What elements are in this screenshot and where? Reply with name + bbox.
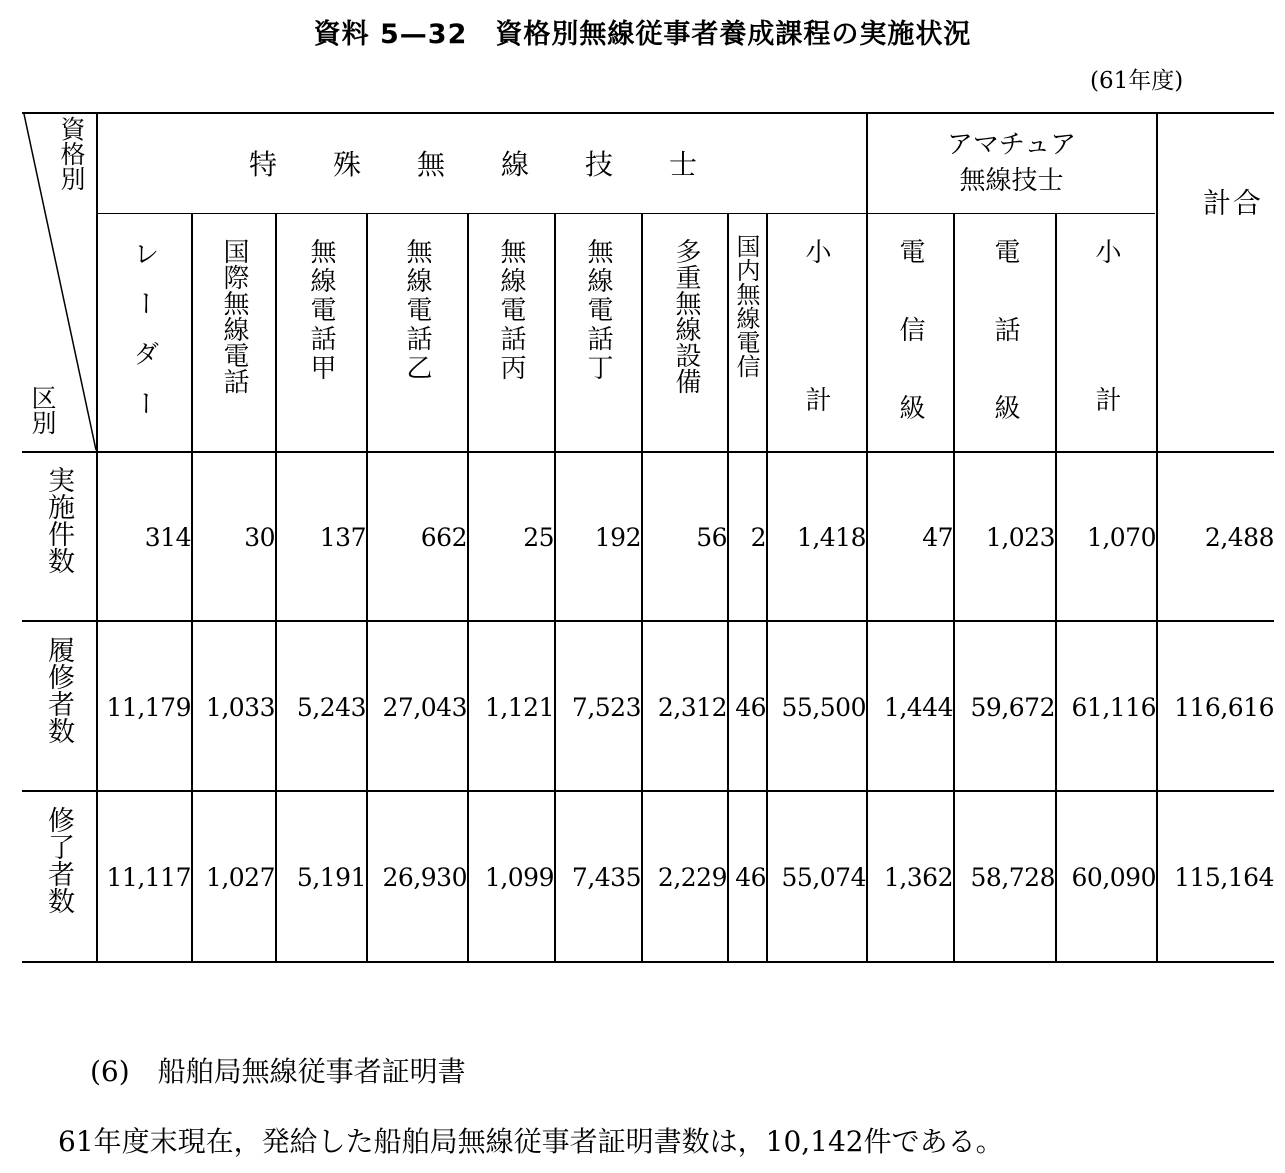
table-cell: 1,033: [205, 693, 275, 722]
table-cell: 25: [523, 523, 554, 552]
corner-label-bottom: 区別: [28, 385, 57, 435]
col-header-radiotelephone-c: 無線電話丙: [496, 238, 526, 383]
col-header-multiplex-equipment: 多重無線設備: [671, 238, 701, 394]
col-rule: [727, 214, 729, 962]
table-cell: 56: [696, 523, 727, 552]
table-cell: 662: [420, 523, 467, 552]
table-cell: 1,070: [1086, 523, 1156, 552]
col-header-radiotelephone-d: 無線電話丁: [583, 238, 613, 383]
table-cell: 116,616: [1174, 693, 1274, 722]
table-cell: 137: [319, 523, 366, 552]
table-title: 資料 5—32 資格別無線従事者養成課程の実施状況: [313, 19, 972, 50]
table-cell: 5,191: [296, 863, 366, 892]
col-header-radar: レーダー: [129, 240, 159, 440]
col-rule: [275, 214, 277, 962]
table-cell: 46: [735, 693, 766, 722]
table-cell: 1,023: [985, 523, 1055, 552]
table-cell: 1,362: [883, 863, 953, 892]
table-cell: 1,027: [205, 863, 275, 892]
table-cell: 5,243: [296, 693, 366, 722]
row-label-enrolled: 履修者数: [43, 636, 74, 744]
group-amateur-line1: アマチュア: [946, 130, 1077, 160]
table-cell: 2,488: [1204, 523, 1274, 552]
table-cell: 58,728: [970, 863, 1055, 892]
body-paragraph: 61年度末現在，発給した船舶局無線従事者証明書数は，10,142件である。: [58, 1125, 1004, 1158]
table-cell: 192: [594, 523, 641, 552]
col-rule: [641, 214, 643, 962]
col-rule: [1055, 214, 1057, 962]
table-cell: 60,090: [1071, 863, 1156, 892]
col-rule: [366, 214, 368, 962]
col-header-special-subtotal: 小計: [801, 238, 831, 534]
col-rule: [766, 214, 768, 962]
table-cell: 11,179: [106, 693, 191, 722]
section-heading: (6) 船舶局無線従事者証明書: [90, 1055, 466, 1088]
table-cell: 1,444: [883, 693, 953, 722]
col-header-domestic-radiotelegraph: 国内無線電信: [732, 234, 760, 378]
table-cell: 115,164: [1174, 863, 1274, 892]
corner-label-top: 資格別: [57, 116, 86, 191]
col-header-international-radiotelephone: 国際無線電話: [219, 238, 249, 394]
table-top-rule: [22, 112, 1274, 114]
table-cell: 314: [144, 523, 191, 552]
table-cell: 55,074: [781, 863, 866, 892]
col-header-telephone-class: 電話級: [990, 238, 1020, 472]
col-header-radiotelephone-a: 無線電話甲: [306, 238, 336, 383]
col-header-radiotelephone-b: 無線電話乙: [402, 238, 432, 383]
row-rule-2: [22, 790, 1274, 792]
table-cell: 1,099: [484, 863, 554, 892]
row-label-implementations: 実施件数: [43, 466, 74, 574]
table-cell: 2,312: [657, 693, 727, 722]
table-cell: 1,418: [796, 523, 866, 552]
col-header-amateur-subtotal: 小計: [1091, 238, 1121, 534]
col-rule: [467, 214, 469, 962]
col-header-telegraph-class: 電信級: [895, 238, 925, 472]
unit-note: (61年度): [1090, 68, 1184, 94]
table-cell: 7,435: [571, 863, 641, 892]
table-cell: 46: [735, 863, 766, 892]
table-cell: 7,523: [571, 693, 641, 722]
col-rule: [191, 214, 193, 962]
table-cell: 27,043: [382, 693, 467, 722]
col-rule: [554, 214, 556, 962]
col-rule: [953, 214, 955, 962]
group-amateur-line2: 無線技士: [959, 166, 1064, 196]
row-rule-1: [22, 620, 1274, 622]
table-bottom-rule: [22, 961, 1274, 963]
table-cell: 61,116: [1071, 693, 1156, 722]
table-cell: 47: [922, 523, 953, 552]
table-cell: 26,930: [382, 863, 467, 892]
group-divider-rule: [98, 213, 1155, 214]
row-label-completed: 修了者数: [43, 806, 74, 914]
table-cell: 55,500: [781, 693, 866, 722]
group-total: 合計: [1199, 188, 1262, 376]
table-cell: 30: [244, 523, 275, 552]
table-cell: 2,229: [657, 863, 727, 892]
table-cell: 11,117: [106, 863, 191, 892]
table-cell: 2: [750, 523, 766, 552]
table-cell: 59,672: [970, 693, 1055, 722]
table-cell: 1,121: [484, 693, 554, 722]
group-special: 特 殊 無 線 技 士: [248, 148, 711, 181]
header-bottom-rule: [22, 451, 1274, 453]
